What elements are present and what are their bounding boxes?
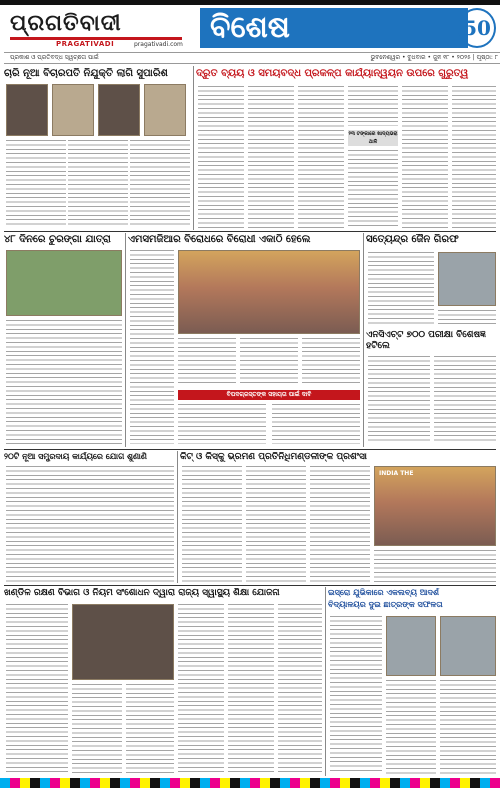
section-rule-1 (4, 231, 496, 232)
isro-body-col2 (386, 680, 436, 774)
logo-subtitle: PRAGATIVADI (56, 40, 115, 48)
aid-body-col2 (272, 404, 360, 444)
section-rule-2 (4, 449, 496, 450)
health-body-col2 (72, 684, 122, 774)
yatra-photo (6, 250, 122, 316)
isro-student-photo-2 (440, 616, 496, 676)
section-rule-3 (4, 585, 496, 586)
health-body-col6 (278, 604, 322, 774)
judges-body-col1 (6, 140, 66, 228)
dateline (4, 52, 500, 64)
delegation-body-col1 (182, 466, 242, 582)
kisan-headline: ୨୦ଟି ନୂଆ ସମ୍ପ୍ରଦାୟ କାର୍ଯ୍ୟରେ ଯୋଗ ଶୁଣାଣି (4, 452, 147, 461)
isro-body-col3 (440, 680, 496, 774)
dateline-left: ପ୍ରକାଶ ଓ ପ୍ରତିବଦ୍ଧ ସ୍ୱଚ୍ଛତା ପାଇଁ (10, 54, 99, 61)
health-body-col4 (178, 604, 224, 774)
project-body-col6 (452, 86, 496, 228)
print-color-strip (0, 778, 500, 788)
project-body-col4a (348, 86, 398, 126)
anniversary-badge: 50 (458, 8, 496, 48)
emm-body-col3 (240, 338, 298, 386)
project-body-col5 (402, 86, 448, 228)
satyendra-body-col1 (368, 252, 434, 326)
satyendra-photo (438, 252, 496, 306)
aid-body-col1 (178, 404, 266, 444)
kisan-body (6, 466, 174, 582)
delegation-body-col3 (310, 466, 370, 582)
logo-text: ପ୍ରଗତିବାଦୀ (10, 10, 122, 36)
column-divider (193, 66, 194, 230)
ncert-body-col2 (434, 356, 496, 444)
delegation-photo (374, 466, 496, 546)
newspaper-logo (10, 10, 186, 48)
emm-body-col2 (178, 338, 236, 386)
column-divider (363, 233, 364, 447)
column-divider (125, 233, 126, 447)
judge-photo-3 (98, 84, 140, 136)
yatra-body (6, 320, 122, 444)
judges-headline: ଚାରି ନୂଆ ବିଚାରପତି ନିଯୁକ୍ତି ଲାଗି ସୁପାରିଶ (4, 68, 168, 79)
health-body-col3 (126, 684, 174, 774)
health-body-col5 (228, 604, 274, 774)
delegation-body-col4 (374, 550, 496, 582)
delegation-headline: କିଟ୍ ଓ କିସ୍‌କୁ ଭ୍ରମଣ ପ୍ରତିନିଧିମଣ୍ଡଳୀଙ୍କ ପ୍ରଶଂସା (180, 452, 367, 462)
project-body-col1 (198, 86, 244, 228)
section-title: ବିଶେଷ (200, 8, 468, 48)
health-body-col1 (6, 604, 68, 774)
satyendra-body-col2 (438, 310, 496, 326)
emm-meeting-photo (178, 250, 360, 334)
project-subheading: ୨୩ ଟଙ୍କାରେ ଖାଦ୍ୟଭରା ଥାଳି (348, 131, 398, 145)
dateline-right: ଭୁବନେଶ୍ୱର • ବୁଧବାର • ଜୁନ ୧୮ • ୨୦୨୫ | ପୃଷ୍ଠା: ୮ (370, 54, 498, 61)
isro-headline-line2: ବିଦ୍ୟାଳୟର ଦୁଇ ଛାତ୍ରଙ୍କ ସଫଳତା (328, 600, 443, 609)
judge-photo-1 (6, 84, 48, 136)
aid-subheading: ବିପଦଗ୍ରସ୍ତଙ୍କ ସହାୟତା ପାଇଁ ଦାବି (178, 390, 360, 400)
judge-photo-2 (52, 84, 94, 136)
logo-website: pragativadi.com (134, 41, 183, 48)
emm-headline: ଏମସମଜିଆର ବିରୋଧରେ ବିରୋଧୀ ଏକାଠି ହେଲେ (128, 234, 311, 245)
delegation-banner: INDIA THE (379, 470, 414, 477)
project-body-col2 (248, 86, 294, 228)
judge-photo-4 (144, 84, 186, 136)
health-headline: ଖଣ୍ଡିଳ ରକ୍ଷଣ ବିଭାଗ ଓ ନିୟମ ସଂଶୋଧନ ଦ୍ୱାରା ରାଜ୍ୟ ସ୍ୱାସ୍ଥ୍ୟ ଶିକ୍ଷା ଯୋଜନା (4, 588, 280, 598)
yatra-headline: ୪୮ ଦିନରେ ଚୁରଙ୍ଗା ଯାତ୍ରା (4, 234, 111, 245)
isro-student-photo-1 (386, 616, 436, 676)
ncert-headline: ଏନସିଏଚ୍‌ଟ ୭୦୦ ପରୀକ୍ଷା ବିଶେଷଜ୍ଞ ହଟିଲେ (366, 330, 486, 351)
judges-body-col2 (68, 140, 128, 228)
isro-body-col1 (330, 616, 382, 774)
satyendra-headline: ସତ୍ୟେନ୍ଦ୍ର ଜୈନ ଗିରଫ (366, 234, 459, 245)
health-photo (72, 604, 174, 680)
column-divider (177, 451, 178, 583)
top-color-strip (0, 0, 500, 5)
emm-body-col1 (130, 250, 174, 444)
ncert-body-col1 (368, 356, 430, 444)
masthead (4, 8, 498, 61)
project-body-col4b (348, 150, 398, 228)
column-divider (325, 587, 326, 776)
judges-body-col3 (130, 140, 190, 228)
emm-body-col4 (302, 338, 360, 386)
project-headline: ଦ୍ରୁତ ବ୍ୟୟ ଓ ସମୟବଦ୍ଧ ପ୍ରକଳ୍ପ କାର୍ଯ୍ୟାନ୍ୱୟନ ଉପରେ ଗୁରୁତ୍ୱ (196, 68, 469, 79)
delegation-body-col2 (246, 466, 306, 582)
isro-headline-line1: ଇସ୍ରୋ ଯୁଭିକାରେ ଏକଲବ୍ୟ ଆଦର୍ଶ (328, 588, 439, 597)
project-body-col3 (298, 86, 344, 228)
